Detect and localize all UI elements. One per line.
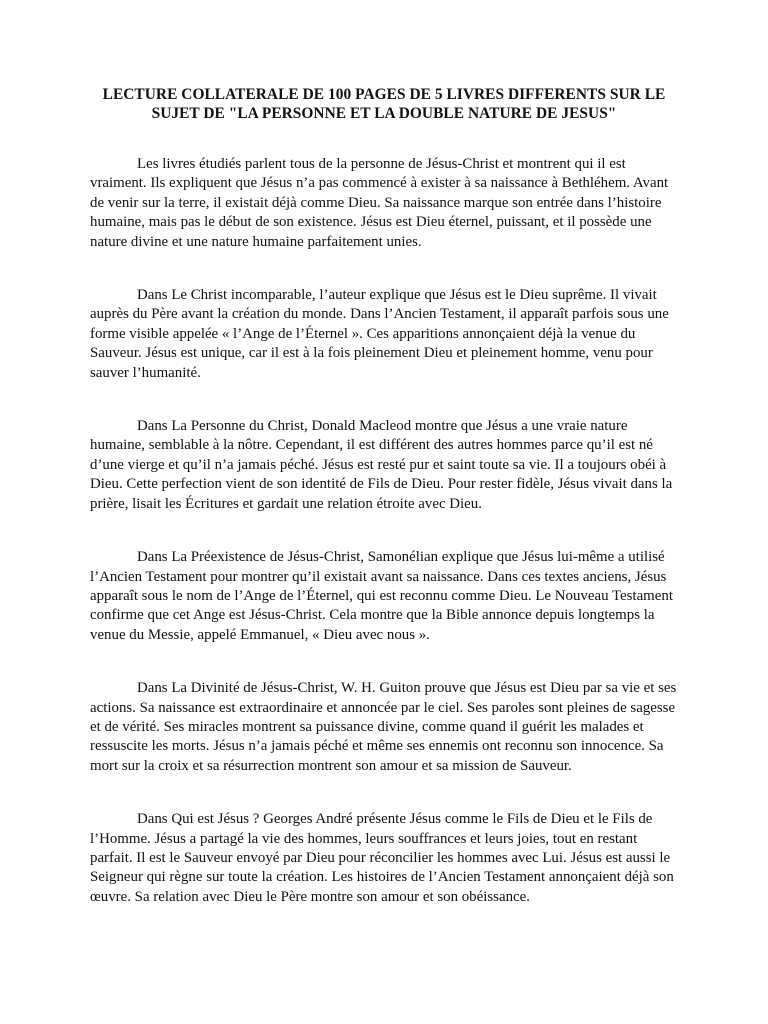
document-body	[90, 155, 680, 907]
paragraph-christ-incomparable: Dans Le Christ incomparable, l’auteur explique que Jésus est le Dieu suprême. Il vivait auprès du Père avant la création du monde. Dans l’Ancien Testament, il apparaît parfois sous une forme visible appelée « l’Ange de l’Éternel ». Ces apparitions annonçaient déjà la venue du Sauveur. Jésus est unique, car il est à la fois pleinement Dieu et pleinement homme, venu pour sauver l’humanité.	[90, 287, 669, 381]
document-title: LECTURE COLLATERALE DE 100 PAGES DE 5 LIVRES DIFFERENTS SUR LE SUJET DE "LA PERSONNE ET LA DOUBLE NATURE DE JESUS"	[102, 86, 666, 122]
paragraph-personne-du-christ: Dans La Personne du Christ, Donald Macleod montre que Jésus a une vraie nature humaine, semblable à la nôtre. Cependant, il est différent des autres hommes parce qu’il est né d’une vierge et qu’il n’a jamais péché. Jésus est resté pur et saint toute sa vie. Il a toujours obéi à Dieu. Cette perfection vient de son identité de Fils de Dieu. Pour rester fidèle, Jésus vivait dans la prière, lisait les Écritures et gardait une relation étroite avec Dieu.	[90, 418, 673, 512]
paragraph-introduction: Les livres étudiés parlent tous de la personne de Jésus-Christ et montrent qui il est vraiment. Ils expliquent que Jésus n’a pas commencé à exister à sa naissance à Bethléhem. Avant de venir sur la terre, il existait déjà comme Dieu. Sa naissance marque son entrée dans l’histoire humaine, mais pas le début de son existence. Jésus est Dieu éternel, puissant, et il possède une nature divine et une nature humaine parfaitement unies.	[90, 156, 669, 250]
paragraph-qui-est-jesus: Dans Qui est Jésus ? Georges André présente Jésus comme le Fils de Dieu et le Fils de l’Homme. Jésus a partagé la vie des hommes, leurs souffrances et leurs joies, tout en restant parfait. Il est le Sauveur envoyé par Dieu pour réconcilier les hommes avec Lui. Jésus est aussi le Seigneur qui règne sur toute la création. Les histoires de l’Ancien Testament annonçaient déjà son œuvre. Sa relation avec Dieu le Père montre son amour et son obéissance.	[90, 811, 674, 905]
paragraph-divinite: Dans La Divinité de Jésus-Christ, W. H. Guiton prouve que Jésus est Dieu par sa vie et ses actions. Sa naissance est extraordinaire et annoncée par le ciel. Ses paroles sont pleines de sagesse et de vérité. Ses miracles montrent sa puissance divine, comme quand il guérit les malades et ressuscite les morts. Jésus n’a jamais péché et même ses ennemis ont reconnu son innocence. Sa mort sur la croix et sa résurrection montrent son amour et sa mission de Sauveur.	[90, 680, 677, 774]
paragraph-preexistence: Dans La Préexistence de Jésus-Christ, Samonélian explique que Jésus lui-même a utilisé l’Ancien Testament pour montrer qu’il existait avant sa naissance. Dans ces textes anciens, Jésus apparaît sous le nom de l’Ange de l’Éternel, qui est reconnu comme Dieu. Le Nouveau Testament confirme que cet Ange est Jésus-Christ. Cela montre que la Bible annonce depuis longtemps la venue du Messie, appelé Emmanuel, « Dieu avec nous ».	[90, 549, 673, 643]
